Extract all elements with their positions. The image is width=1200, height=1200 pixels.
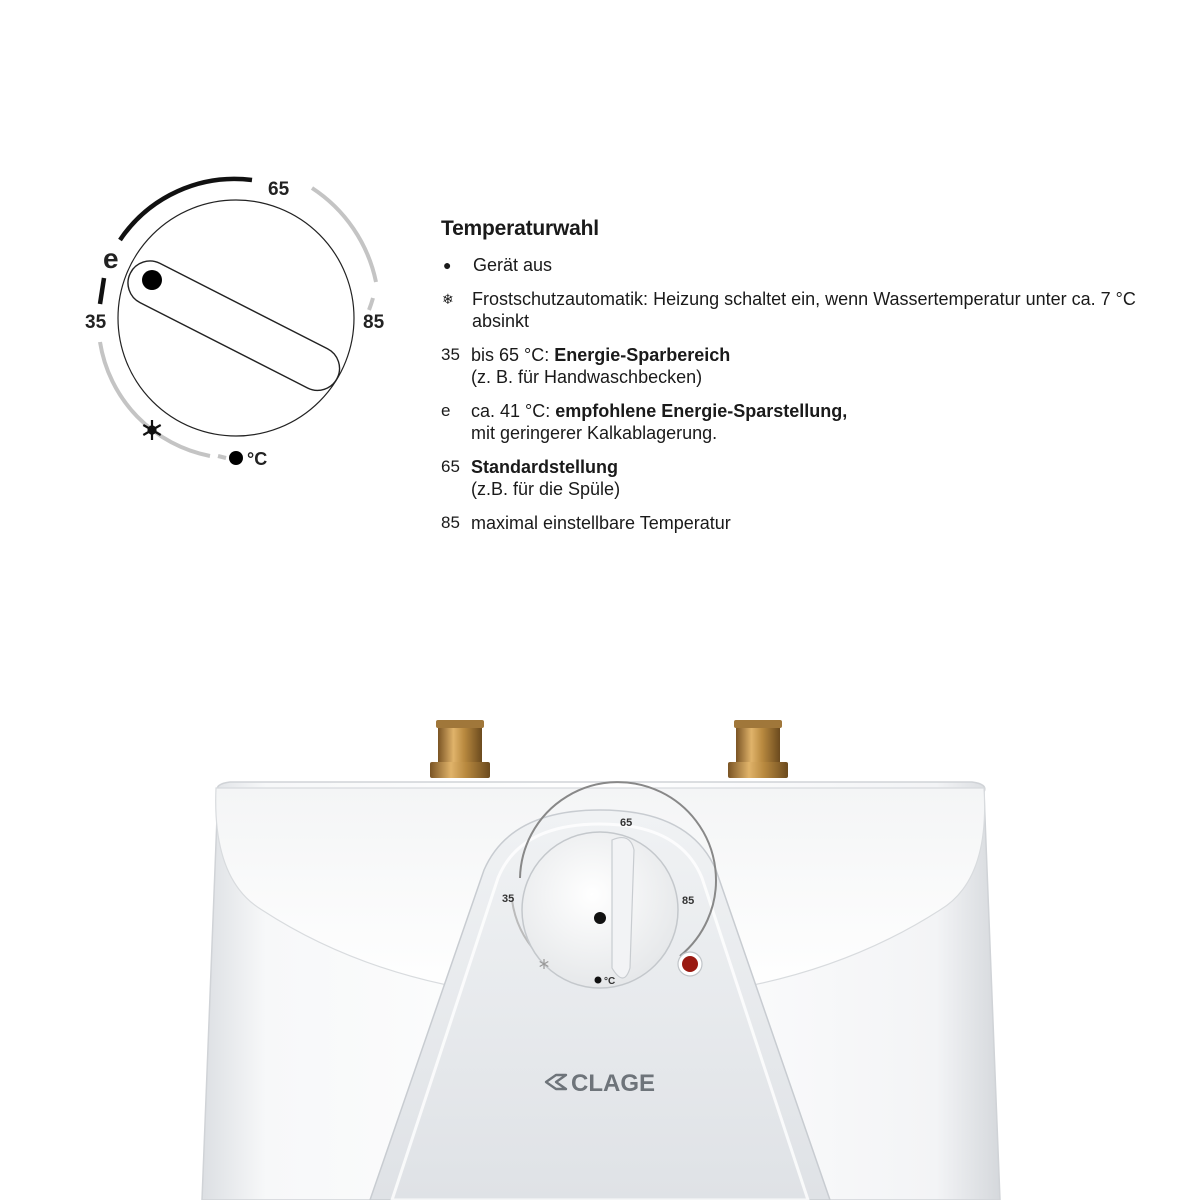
brass-connector-left	[430, 720, 490, 778]
legend-text-e-note: mit geringerer Kalkablagerung.	[471, 423, 718, 443]
legend-heading: Temperaturwahl	[441, 217, 599, 240]
dial-scale-gray-85	[369, 298, 373, 310]
dial-label-65: 65	[268, 179, 290, 200]
knob-label-off: °C	[604, 976, 616, 987]
legend-key-65: 65	[441, 457, 460, 476]
legend-key-e: e	[441, 401, 451, 420]
knob-indicator-dot	[594, 912, 606, 924]
temperature-legend	[441, 218, 1161, 546]
legend-text-65-note: (z.B. für die Spüle)	[471, 479, 621, 499]
legend-text-e-prefix: ca. 41 °C:	[471, 401, 556, 421]
dial-label-e: e	[103, 243, 119, 274]
legend-key-35: 35	[441, 345, 460, 364]
legend-text-off: Gerät aus	[473, 255, 553, 275]
legend-text-35-bold: Energie-Sparbereich	[554, 345, 731, 365]
legend-text-65-bold: Standardstellung	[471, 457, 619, 477]
legend-key-snowflake-icon: ❄	[442, 291, 454, 307]
legend-text-35-prefix: bis 65 °C:	[471, 345, 555, 365]
knob-label-85: 85	[682, 895, 695, 907]
water-heater-image	[0, 700, 1200, 1200]
legend-text-85: maximal einstellbare Temperatur	[471, 513, 731, 533]
knob-grip	[612, 838, 634, 978]
dial-indicator-dot	[142, 270, 162, 290]
legend-row-35	[441, 344, 1161, 388]
dial-off-dot-icon	[229, 451, 243, 465]
legend-key-85: 85	[441, 513, 460, 532]
dial-label-35: 35	[85, 312, 107, 333]
temperature-dial-diagram	[60, 150, 440, 510]
dial-scale-tick-35	[100, 278, 104, 304]
brass-connector-right	[728, 720, 788, 778]
knob-off-dot-icon	[595, 977, 602, 984]
legend-text-e-bold: empfohlene Energie-Sparstellung,	[555, 401, 848, 421]
dial-label-85: 85	[363, 312, 385, 333]
legend-row-65	[441, 456, 1161, 500]
legend-row-off	[441, 254, 1161, 276]
brand-logo-text: CLAGE	[571, 1070, 655, 1097]
legend-row-85	[441, 512, 1161, 534]
legend-row-e	[441, 400, 1161, 444]
dial-scale-gray-bottom-end	[218, 456, 226, 458]
indicator-light-lamp	[682, 956, 698, 972]
legend-text-frost: Frostschutzautomatik: Heizung schaltet ein, wenn Wassertemperatur unter ca. 7 °C absinkt	[472, 289, 1136, 331]
knob-label-35: 35	[502, 893, 515, 905]
legend-row-frost	[441, 288, 1161, 332]
dial-label-off: °C	[247, 449, 268, 469]
knob-label-65: 65	[620, 817, 633, 829]
legend-key-off-dot-icon: ●	[443, 257, 452, 273]
legend-text-35-note: (z. B. für Handwaschbecken)	[471, 367, 703, 387]
